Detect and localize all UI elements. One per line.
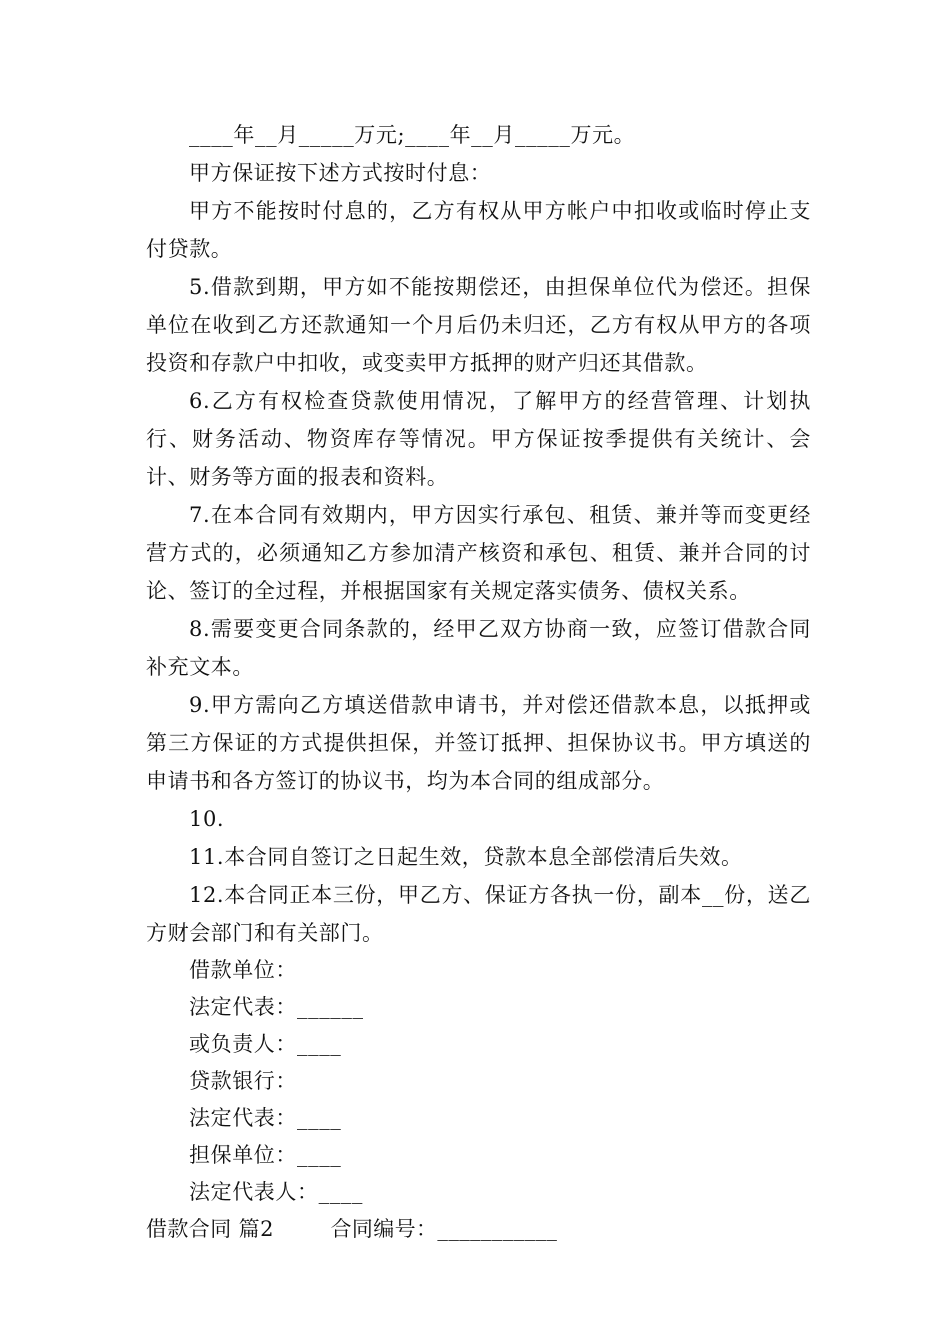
next-contract-heading: 借款合同 篇2 合同编号：___________	[146, 1217, 558, 1241]
signature-guarantor: 担保单位：____	[189, 1143, 342, 1167]
clause-6: 6.乙方有权检查贷款使用情况，了解甲方的经营管理、计划执行、财务活动、物资库存等情况。甲方保证按季提供有关统计、会计、财务等方面的报表和资料。	[146, 389, 811, 489]
signature-block	[146, 952, 811, 1211]
paragraph-repayment-schedule: ____年__月_____万元;____年__月_____万元。	[189, 123, 636, 147]
clause-12: 12.本合同正本三份，甲乙方、保证方各执一份，副本__份，送乙方财会部门和有关部门。	[146, 883, 811, 945]
signature-borrower-responsible: 或负责人：____	[189, 1032, 342, 1056]
clause-9: 9.甲方需向乙方填送借款申请书，并对偿还借款本息，以抵押或第三方保证的方式提供担保，并签订抵押、担保协议书。甲方填送的申请书和各方签订的协议书，均为本合同的组成部分。	[146, 693, 811, 793]
clause-8: 8.需要变更合同条款的，经甲乙双方协商一致，应签订借款合同补充文本。	[146, 617, 811, 679]
document-page	[146, 116, 811, 1248]
paragraph-interest-method: 甲方保证按下述方式按时付息：	[189, 161, 492, 185]
signature-lender-bank: 贷款银行：	[189, 1069, 297, 1093]
signature-lender-representative: 法定代表：____	[189, 1106, 342, 1130]
clause-5: 5.借款到期，甲方如不能按期偿还，由担保单位代为偿还。担保单位在收到乙方还款通知一个月后仍未归还，乙方有权从甲方的各项投资和存款户中扣收，或变卖甲方抵押的财产归还其借款。	[146, 275, 811, 375]
clause-11: 11.本合同自签订之日起生效，贷款本息全部偿清后失效。	[189, 845, 743, 869]
signature-borrower: 借款单位：	[189, 958, 297, 982]
signature-borrower-representative: 法定代表：______	[189, 995, 364, 1019]
paragraph-late-interest: 甲方不能按时付息的，乙方有权从甲方帐户中扣收或临时停止支付贷款。	[146, 199, 811, 261]
clause-10: 10.	[189, 807, 225, 831]
signature-guarantor-representative: 法定代表人：____	[189, 1180, 363, 1204]
clause-7: 7.在本合同有效期内，甲方因实行承包、租赁、兼并等而变更经营方式的，必须通知乙方参加清产核资和承包、租赁、兼并合同的讨论、签订的全过程，并根据国家有关规定落实债务、债权关系。	[146, 503, 811, 603]
